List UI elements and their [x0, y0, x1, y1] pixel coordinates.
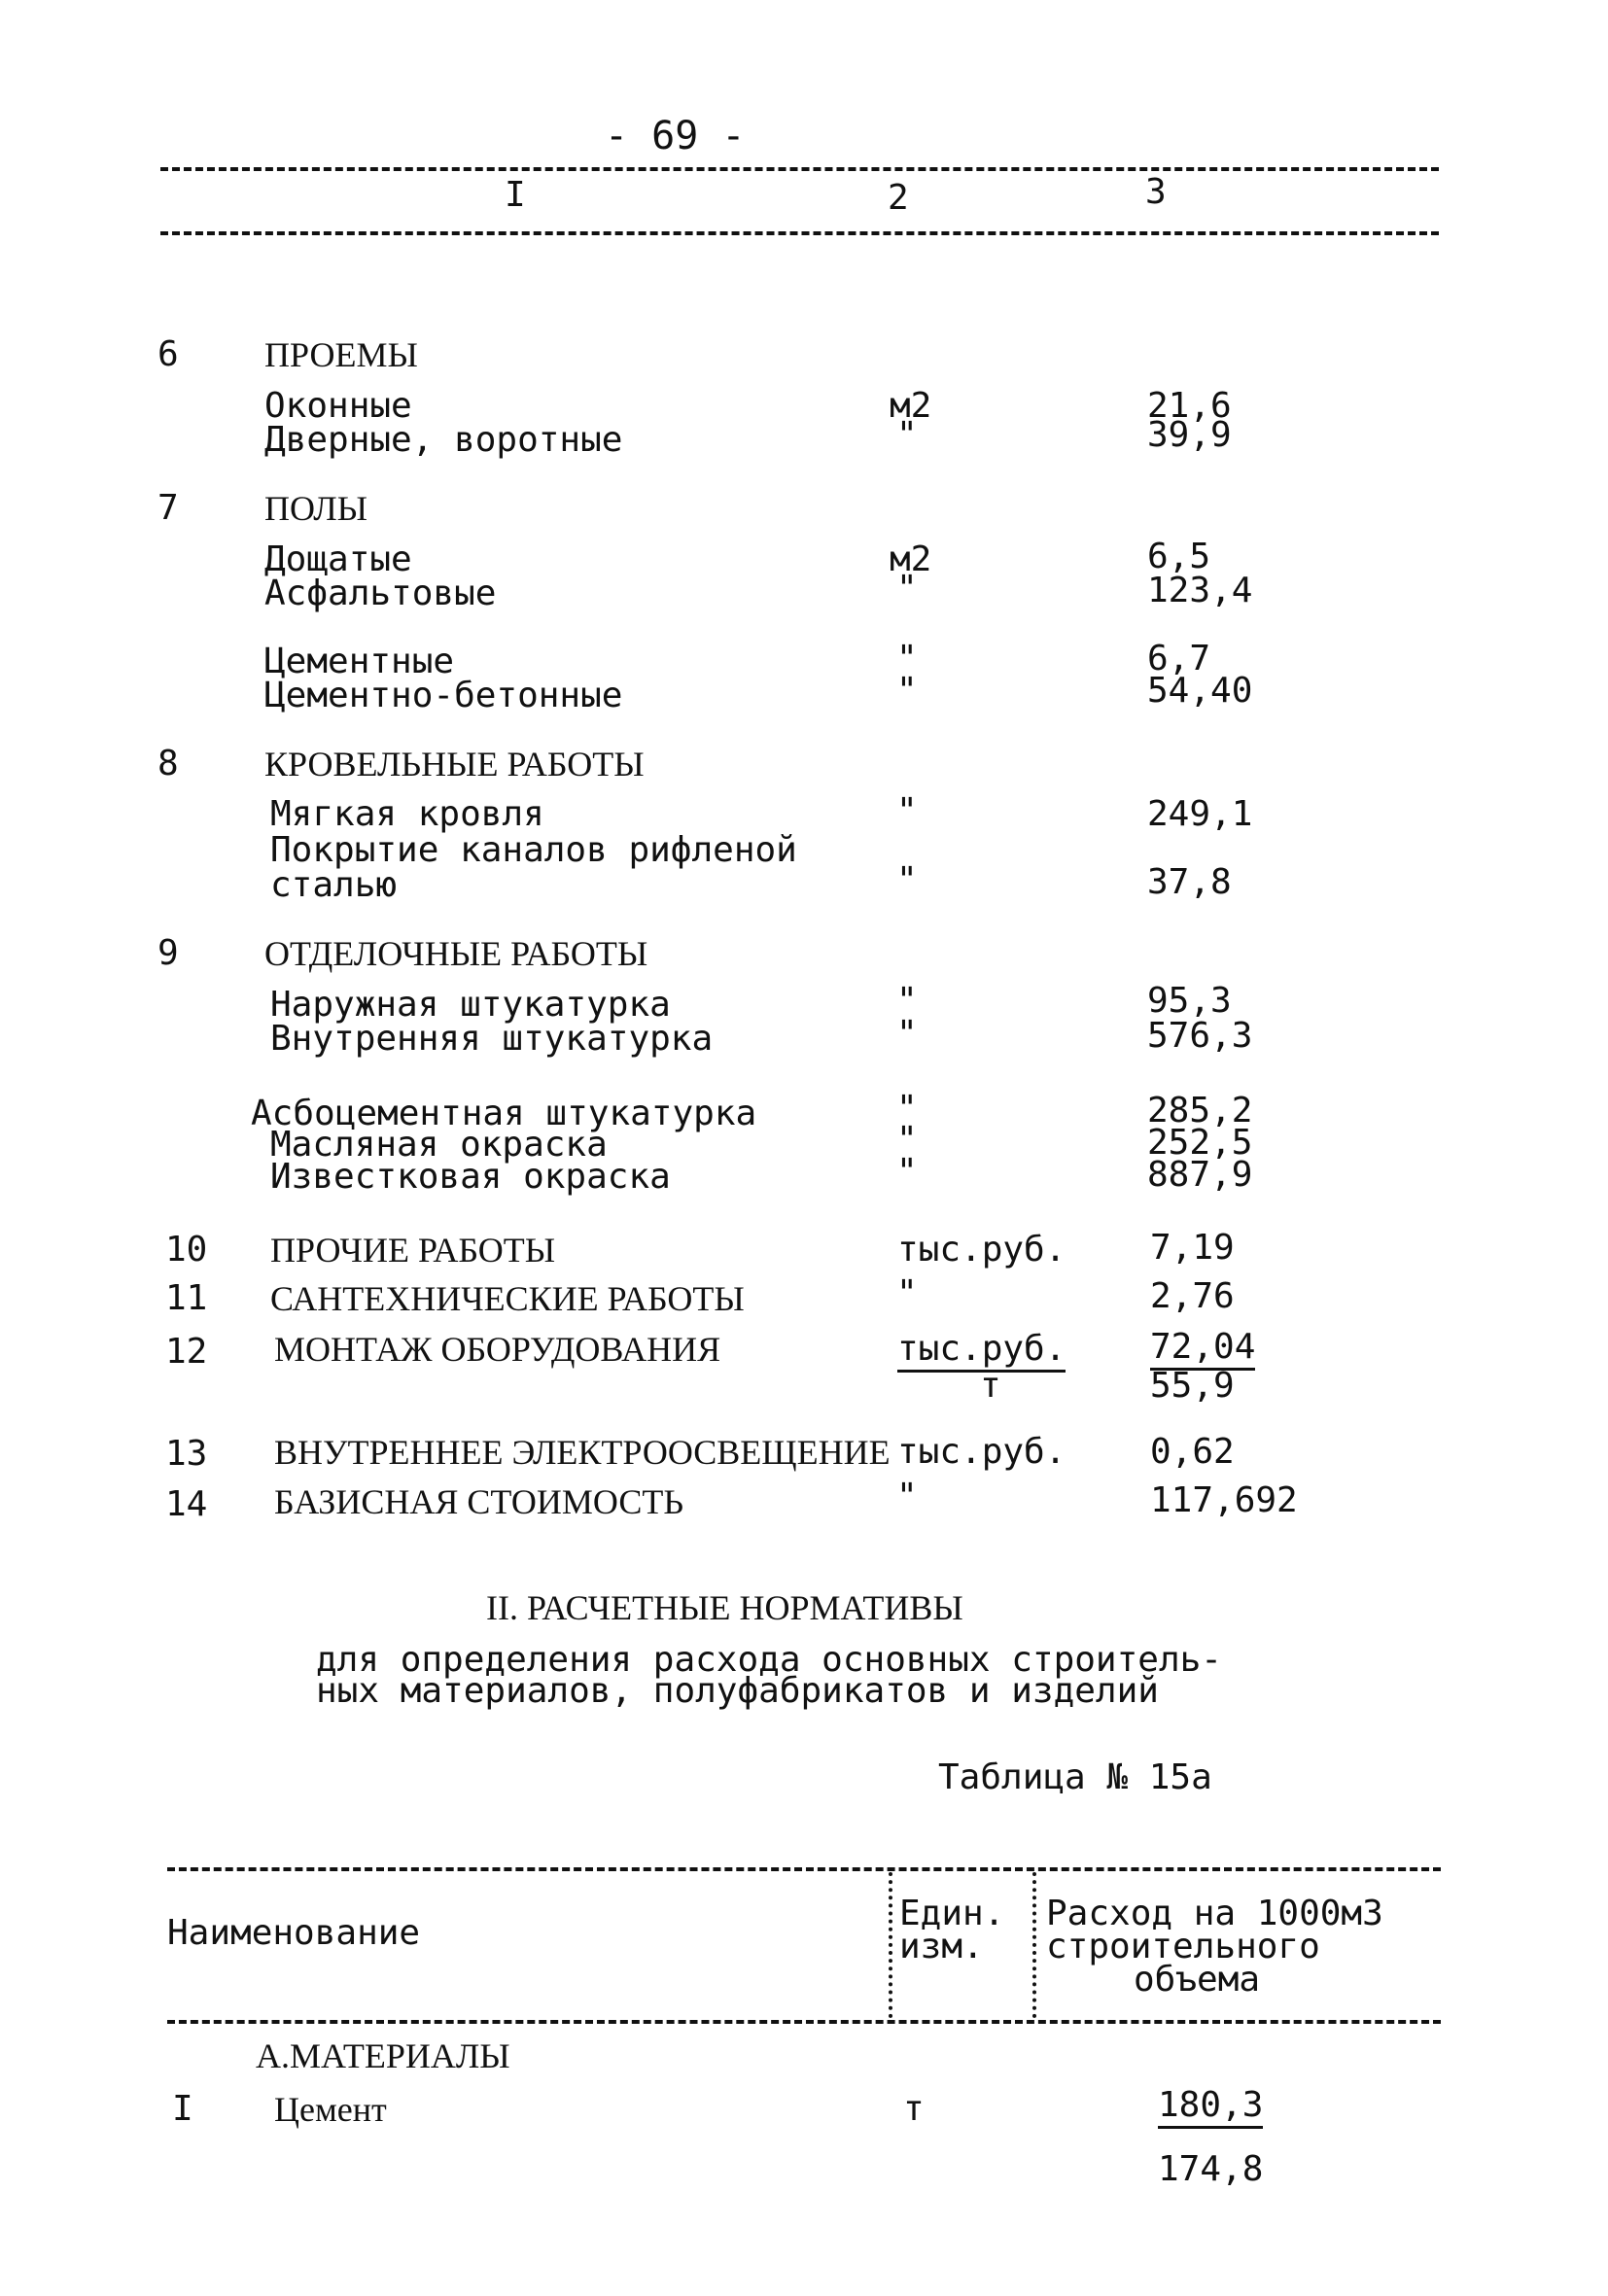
- row-value: 6,5: [1147, 537, 1211, 576]
- item-unit: тыс.руб.: [897, 1230, 1066, 1270]
- table-header-rate-line2: строительного: [1046, 1927, 1320, 1966]
- item-name: ВНУТРЕННЕЕ ЭЛЕКТРООСВЕЩЕНИЕ: [274, 1433, 891, 1472]
- row-value: 54,40: [1147, 671, 1253, 711]
- row-unit: ": [896, 415, 918, 455]
- row-name: Наружная штукатурка: [270, 985, 671, 1025]
- row-unit: ": [896, 1089, 918, 1129]
- section-title: ПОЛЫ: [264, 489, 368, 528]
- item-value-bottom: 55,9: [1150, 1366, 1235, 1406]
- row-unit: ": [896, 860, 918, 900]
- part-heading: II. РАСЧЕТНЫЕ НОРМАТИВЫ: [486, 1588, 963, 1627]
- row-value: 21,6: [1147, 386, 1232, 426]
- table-header-rate-line1: Расход на 1000м3: [1046, 1894, 1383, 1933]
- item-unit: тыс.руб.: [897, 1432, 1066, 1472]
- row-value: 39,9: [1147, 415, 1232, 455]
- row-unit: ": [896, 671, 918, 711]
- row-unit: ": [896, 981, 918, 1021]
- row-value: 123,4: [1147, 571, 1253, 610]
- item-unit: ": [896, 1273, 918, 1313]
- item-number: 14: [165, 1484, 208, 1524]
- row-name: Мягкая кровля: [270, 794, 544, 834]
- part-subtitle-line2: ных материалов, полуфабрикатов и изделий: [316, 1671, 1159, 1711]
- part-subtitle-line1: для определения расхода основных строитель-: [316, 1640, 1222, 1680]
- section-number: 6: [157, 334, 179, 374]
- row-name: Дощатые: [264, 539, 412, 579]
- item-unit-top: тыс.руб.: [897, 1332, 1066, 1373]
- row-value: 249,1: [1147, 794, 1253, 834]
- section-number: 9: [157, 933, 179, 973]
- table-divider-header: [167, 2020, 1441, 2024]
- row-name: Асбоцементная штукатурка: [251, 1094, 757, 1133]
- row-unit: м2: [890, 539, 932, 579]
- group-title: А.МАТЕРИАЛЫ: [256, 2036, 510, 2075]
- row-value: 37,8: [1147, 862, 1232, 902]
- column-separator: [889, 1872, 892, 2018]
- header-divider-bottom: [160, 231, 1439, 235]
- column-header-1: I: [505, 175, 526, 215]
- row-unit: ": [896, 569, 918, 609]
- page-number: - 69 -: [605, 114, 746, 158]
- table-row-number: I: [172, 2089, 193, 2129]
- section-number: 8: [157, 744, 179, 783]
- row-unit: ": [896, 1152, 918, 1192]
- row-value: 95,3: [1147, 981, 1232, 1021]
- section-number: 7: [157, 488, 179, 528]
- item-name: САНТЕХНИЧЕСКИЕ РАБОТЫ: [270, 1279, 745, 1318]
- row-unit: ": [896, 1014, 918, 1054]
- item-value: 117,692: [1150, 1480, 1298, 1520]
- column-header-3: 3: [1145, 172, 1167, 212]
- row-unit: ": [896, 1120, 918, 1160]
- row-name: Покрытие каналов рифленой: [270, 830, 797, 870]
- item-number: 12: [165, 1332, 208, 1372]
- header-divider-top: [160, 167, 1439, 171]
- item-name: ПРОЧИЕ РАБОТЫ: [270, 1231, 556, 1270]
- row-name: Известковая окраска: [270, 1157, 671, 1197]
- table-label: Таблица № 15а: [938, 1757, 1212, 1797]
- item-number: 10: [165, 1230, 208, 1270]
- table-divider-top: [167, 1867, 1441, 1871]
- row-name: Масляная окраска: [270, 1125, 608, 1165]
- section-title: КРОВЕЛЬНЫЕ РАБОТЫ: [264, 745, 645, 783]
- item-value: 7,19: [1150, 1228, 1235, 1268]
- row-unit: м2: [890, 386, 932, 426]
- item-name: МОНТАЖ ОБОРУДОВАНИЯ: [274, 1330, 721, 1369]
- table-row-unit: т: [903, 2089, 925, 2129]
- item-value-top: 72,04: [1150, 1330, 1255, 1371]
- table-header-name: Наименование: [167, 1913, 421, 1953]
- item-unit: ": [896, 1477, 918, 1516]
- table-row-value-bottom: 174,8: [1158, 2149, 1264, 2189]
- row-name: Цементно-бетонные: [264, 676, 623, 715]
- table-header-unit-line2: изм.: [899, 1927, 984, 1966]
- item-value: 2,76: [1150, 1276, 1235, 1316]
- item-value: 0,62: [1150, 1432, 1235, 1472]
- row-name: Оконные: [264, 386, 412, 426]
- table-header-unit-line1: Един.: [899, 1894, 1005, 1933]
- row-name: сталью: [270, 865, 398, 905]
- column-header-2: 2: [888, 178, 909, 218]
- row-name: Дверные, воротные: [264, 420, 623, 460]
- row-value: 252,5: [1147, 1123, 1253, 1163]
- section-title: ПРОЕМЫ: [264, 335, 418, 374]
- table-row-name: Цемент: [274, 2090, 387, 2129]
- row-value: 285,2: [1147, 1091, 1253, 1131]
- row-value: 887,9: [1147, 1155, 1253, 1195]
- item-unit-bottom: т: [980, 1366, 1001, 1406]
- column-separator: [1032, 1872, 1036, 2018]
- table-row-value-top: 180,3: [1158, 2088, 1263, 2129]
- row-unit: ": [896, 791, 918, 831]
- item-number: 11: [165, 1278, 208, 1318]
- table-header-rate-line3: объема: [1134, 1960, 1261, 2000]
- row-name: Асфальтовые: [264, 574, 497, 613]
- row-value: 576,3: [1147, 1016, 1253, 1056]
- row-name: Внутренняя штукатурка: [270, 1019, 714, 1059]
- row-value: 6,7: [1147, 639, 1211, 678]
- item-number: 13: [165, 1434, 208, 1474]
- item-name: БАЗИСНАЯ СТОИМОСТЬ: [274, 1482, 683, 1521]
- section-title: ОТДЕЛОЧНЫЕ РАБОТЫ: [264, 934, 648, 973]
- row-name: Цементные: [264, 642, 455, 681]
- row-unit: ": [896, 639, 918, 678]
